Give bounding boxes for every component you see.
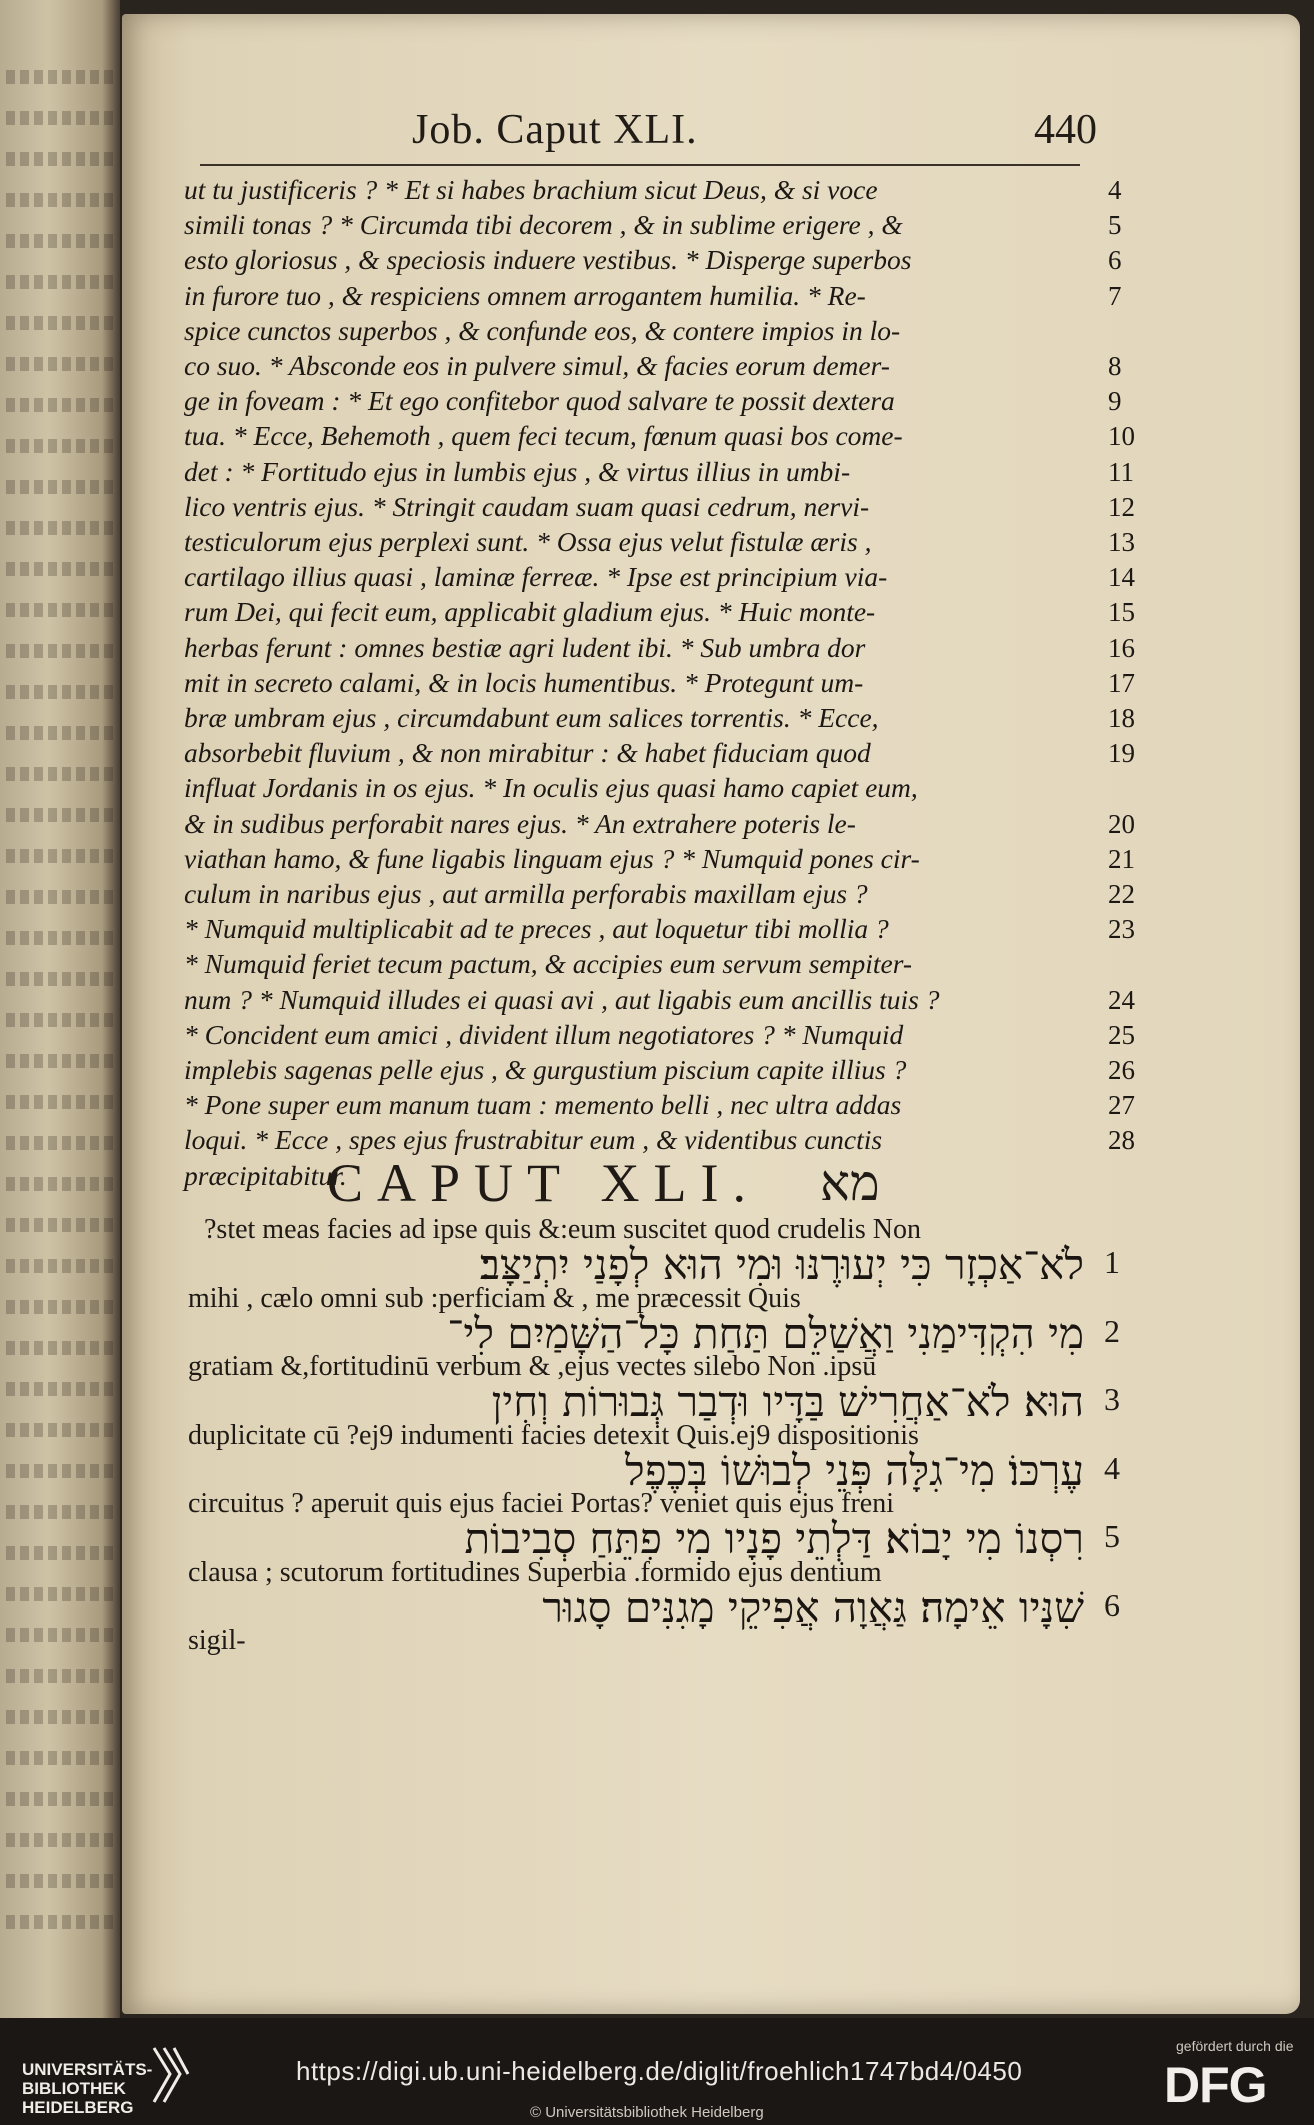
latin-line: cartilago illius quasi , laminæ ferreæ. * Ipse est principium via- <box>184 561 888 593</box>
adjacent-page-text-fragment <box>6 357 116 371</box>
verse-number: 8 <box>1108 351 1122 381</box>
latin-line: culum in naribus ejus , aut armilla perforabis maxillam ejus ? <box>184 878 868 909</box>
adjacent-page-text-fragment <box>6 603 116 617</box>
latin-line: * Numquid feriet tecum pactum, & accipies eum servum sempiter- <box>184 948 913 980</box>
adjacent-page-text-fragment <box>6 316 116 330</box>
latin-line: lico ventris ejus. * Stringit caudam suam quasi cedrum, nervi- <box>184 490 870 522</box>
adjacent-page-text-fragment <box>6 931 116 945</box>
adjacent-page-text-fragment <box>6 234 116 248</box>
verse-number: 16 <box>1108 632 1135 663</box>
latin-line: * Pone super eum manum tuam : memento belli , nec ultra addas <box>184 1089 902 1121</box>
copyright-notice: © Universitätsbibliothek Heidelberg <box>530 2104 764 2121</box>
hebrew-line: שִׁנָּיו אֵימָה׃ גַּאֲוָה אֲפִיקֵי מָגִנִּים סָגוּר <box>542 1582 1084 1632</box>
adjacent-page-text-fragment <box>6 1423 116 1437</box>
latin-line: rum Dei, qui fecit eum, applicabit gladium ejus. * Huic monte- <box>184 596 876 628</box>
verse-number: 3 <box>1104 1381 1120 1417</box>
latin-line: & in sudibus perforabit nares ejus. * An extrahere poteris le- <box>184 807 856 839</box>
hebrew-line: עֶרְכּוֹ׃ מִי־גִלָּה פְּנֵי לְבוּשׁוֹ בְּכֶפֶל <box>625 1445 1084 1495</box>
adjacent-page-text-fragment <box>6 1341 116 1355</box>
adjacent-page-text-fragment <box>6 275 116 289</box>
latin-line: * Numquid multiplicabit ad te preces , aut loquetur tibi mollia ? <box>184 913 889 945</box>
latin-line: spice cunctos superbos , & confunde eos, & contere impios in lo- <box>184 314 901 346</box>
page-url-link[interactable]: https://digi.ub.uni-heidelberg.de/diglit/froehlich1747bd4/0450 <box>296 2056 1023 2086</box>
latin-line: implebis sagenas pelle ejus , & gurgustium piscium capite illius ? <box>184 1054 907 1085</box>
adjacent-page-text-fragment <box>6 1915 116 1929</box>
verse-number: 25 <box>1108 1019 1135 1050</box>
latin-line: absorbebit fluvium , & non mirabitur : & habet fiduciam quod <box>184 737 871 769</box>
chapter-title-hebrew: מא <box>820 1155 880 1211</box>
latin-line: tua. * Ecce, Behemoth , quem feci tecum, fœnum quasi bos come- <box>184 420 903 452</box>
verse-number: 7 <box>1108 280 1122 311</box>
verse-number: 28 <box>1108 1125 1135 1156</box>
verse-number: 26 <box>1108 1055 1135 1085</box>
verse-number: 14 <box>1108 562 1135 593</box>
adjacent-page-text-fragment <box>6 152 116 166</box>
adjacent-page-text-fragment <box>6 1054 116 1068</box>
adjacent-page-text-fragment <box>6 1218 116 1232</box>
adjacent-page-text-fragment <box>6 1095 116 1109</box>
running-head: Job. Caput XLI. <box>412 107 698 153</box>
header-rule <box>200 164 1080 166</box>
verse-number: 2 <box>1104 1312 1120 1349</box>
latin-line: mit in secreto calami, & in locis humentibus. * Protegunt um- <box>184 666 864 698</box>
adjacent-page-edge <box>0 0 120 2018</box>
adjacent-page-text-fragment <box>6 1505 116 1519</box>
adjacent-page-text-fragment <box>6 1259 116 1273</box>
adjacent-page-text-fragment <box>6 1177 116 1191</box>
adjacent-page-text-fragment <box>6 1587 116 1601</box>
adjacent-page-text-fragment <box>6 1874 116 1888</box>
latin-line: simili tonas ? * Circumda tibi decorem , & in sublime erigere , & <box>184 209 903 241</box>
verse-number: 23 <box>1108 914 1135 945</box>
latin-gloss-line: ?stet meas facies ad ipse quis &:eum suscitet quod crudelis Non <box>204 1214 921 1245</box>
verse-number: 5 <box>1104 1518 1120 1554</box>
latin-gloss-line: duplicitate cū ?ej9 indumenti facies detexit Quis.ej9 dispositionis <box>188 1419 919 1451</box>
adjacent-page-text-fragment <box>6 726 116 740</box>
verse-number: 4 <box>1104 1449 1120 1486</box>
verse-number: 1 <box>1104 1244 1120 1280</box>
adjacent-page-text-fragment <box>6 1382 116 1396</box>
verse-number: 6 <box>1108 245 1122 276</box>
latin-line: co suo. * Absconde eos in pulvere simul, & facies eorum demer- <box>184 350 890 381</box>
verse-number: 9 <box>1108 386 1122 417</box>
adjacent-page-text-fragment <box>6 1833 116 1847</box>
latin-line: in furore tuo , & respiciens omnem arrogantem humilia. * Re- <box>184 279 866 311</box>
adjacent-page-text-fragment <box>6 972 116 986</box>
latin-line: bræ umbram ejus , circumdabunt eum salices torrentis. * Ecce, <box>184 702 879 733</box>
adjacent-page-text-fragment <box>6 521 116 535</box>
latin-line: ge in foveam : * Et ego confitebor quod salvare te possit dextera <box>184 385 895 417</box>
verse-number: 24 <box>1108 984 1135 1015</box>
verse-number: 20 <box>1108 808 1135 839</box>
adjacent-page-text-fragment <box>6 890 116 904</box>
latin-line: influat Jordanis in os ejus. * In oculis ejus quasi hamo capiet eum, <box>184 772 918 804</box>
adjacent-page-text-fragment <box>6 1710 116 1724</box>
verse-number: 15 <box>1108 597 1135 628</box>
hebrew-line: לֹא־אַכְזָר כִּי יְעוּרֶנּוּ וּמִי הוּא לְפָנַי יִתְיַצָּב׃ <box>479 1240 1084 1289</box>
verse-number: 13 <box>1108 527 1135 557</box>
book-page <box>122 14 1300 2014</box>
chapter-title: CAPUT XLI. <box>327 1153 761 1213</box>
latin-line: testiculorum ejus perplexi sunt. * Ossa ejus velut fistulæ æris , <box>184 526 872 557</box>
adjacent-page-text-fragment <box>6 849 116 863</box>
hebrew-line: רִסְנוֹ מִי יָבוֹא׃ דַּלְתֵי פָנָיו מִי פִתֵּחַ סְבִיבוֹת <box>464 1514 1084 1563</box>
adjacent-page-text-fragment <box>6 1464 116 1478</box>
adjacent-page-text-fragment <box>6 70 116 84</box>
adjacent-page-text-fragment <box>6 1792 116 1806</box>
verse-number: 21 <box>1108 843 1135 874</box>
adjacent-page-text-fragment <box>6 1013 116 1027</box>
verse-number: 5 <box>1108 210 1122 241</box>
adjacent-page-text-fragment <box>6 644 116 658</box>
verse-number: 22 <box>1108 879 1135 909</box>
adjacent-page-text-fragment <box>6 808 116 822</box>
adjacent-page-text-fragment <box>6 1136 116 1150</box>
dfg-logo: DFG <box>1164 2057 1267 2113</box>
adjacent-page-text-fragment <box>6 1628 116 1642</box>
latin-gloss-line: circuitus ? aperuit quis ejus faciei Portas? veniet quis ejus freni <box>188 1488 895 1519</box>
latin-gloss-line: clausa ; scutorum fortitudines Superbia .formido ejus dentium <box>188 1556 882 1588</box>
latin-line: loqui. * Ecce , spes ejus frustrabitur eum , & videntibus cunctis <box>184 1124 883 1156</box>
viewer-footer <box>0 2018 1314 2125</box>
latin-line: esto gloriosus , & speciosis induere vestibus. * Disperge superbos <box>184 244 912 276</box>
hebrew-line: הוּא׃ לֹא־אַחֲרִישׁ בַּדָּיו וּדְבַר גְּבוּרוֹת וְחִין <box>491 1377 1084 1426</box>
latin-line: det : * Fortitudo ejus in lumbis ejus , & virtus illius in umbi- <box>184 455 851 487</box>
verse-number: 10 <box>1108 421 1135 452</box>
verse-number: 11 <box>1108 456 1134 487</box>
verse-number: 19 <box>1108 738 1135 769</box>
adjacent-page-text-fragment <box>6 111 116 125</box>
adjacent-page-text-fragment <box>6 1300 116 1314</box>
latin-gloss-line: sigil- <box>188 1625 246 1656</box>
latin-line: ut tu justificeris ? * Et si habes brachium sicut Deus, & si voce <box>184 174 878 205</box>
verse-number: 12 <box>1108 491 1135 522</box>
verse-number: 17 <box>1108 667 1135 698</box>
library-logo-text: UNIVERSITÄTS- BIBLIOTHEK HEIDELBERG <box>22 2060 153 2117</box>
adjacent-page-text-fragment <box>6 439 116 453</box>
latin-gloss-line: gratiam &,fortitudinū verbum & ,ejus vectes silebo Non .ipsū <box>188 1351 877 1382</box>
verse-number: 18 <box>1108 703 1135 733</box>
latin-line: præcipitabitur. <box>184 1159 347 1191</box>
adjacent-page-text-fragment <box>6 480 116 494</box>
verse-number: 4 <box>1108 175 1122 205</box>
funding-note: gefördert durch die <box>1176 2038 1294 2054</box>
adjacent-page-text-fragment <box>6 685 116 699</box>
adjacent-page-text-fragment <box>6 767 116 781</box>
adjacent-page-text-fragment <box>6 193 116 207</box>
latin-line: num ? * Numquid illudes ei quasi avi , aut ligabis eum ancillis tuis ? <box>184 983 940 1015</box>
adjacent-page-text-fragment <box>6 398 116 412</box>
verse-number: 27 <box>1108 1090 1135 1121</box>
adjacent-page-text-fragment <box>6 562 116 576</box>
verse-number: 6 <box>1104 1586 1120 1623</box>
hebrew-line: מִי הִקְדִּימַנִי וַאֲשַׁלֵּם תַּחַת כָּל־הַשָּׁמַיִם לִי־ <box>447 1308 1084 1358</box>
library-logo-icon <box>150 2044 190 2106</box>
adjacent-page-text-fragment <box>6 1751 116 1765</box>
adjacent-page-text-fragment <box>6 1546 116 1560</box>
latin-line: herbas ferunt : omnes bestiæ agri ludent ibi. * Sub umbra dor <box>184 631 866 663</box>
latin-line: * Concident eum amici , divident illum negotiatores ? * Numquid <box>184 1018 904 1050</box>
latin-gloss-line: mihi , cælo omni sub :perficiam & , me præcessit Quis <box>188 1282 801 1314</box>
page-number: 440 <box>1034 107 1097 153</box>
adjacent-page-text-fragment <box>6 1669 116 1683</box>
latin-line: viathan hamo, & fune ligabis linguam ejus ? * Numquid pones cir- <box>184 842 920 874</box>
